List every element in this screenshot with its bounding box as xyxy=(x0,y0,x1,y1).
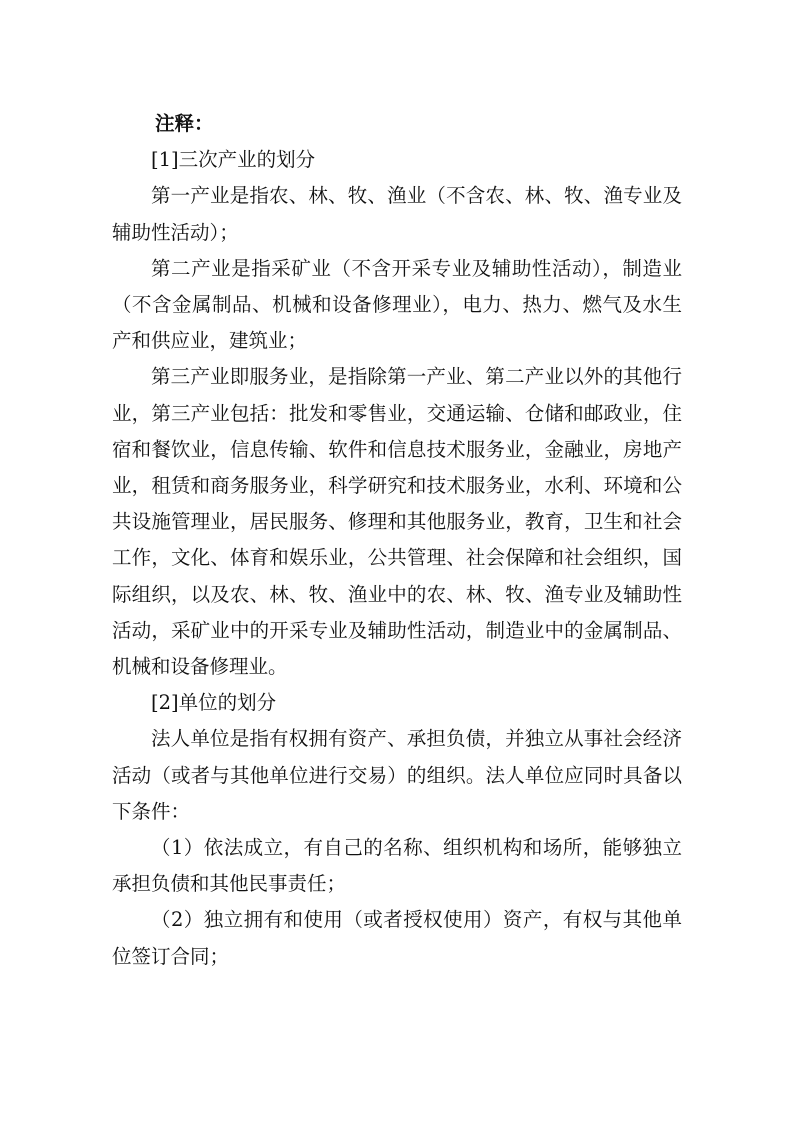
condition-2: （2）独立拥有和使用（或者授权使用）资产，有权与其他单位签订合同； xyxy=(112,908,682,968)
notes-body xyxy=(112,106,682,975)
notes-title: 注释： xyxy=(155,112,214,135)
paragraph-legal-unit: 法人单位是指有权拥有资产、承担负债，并独立从事社会经济活动（或者与其他单位进行交易）的组织。法人单位应同时具备以下条件： xyxy=(112,727,682,823)
condition-1: （1）依法成立，有自己的名称、组织机构和场所，能够独立承担负债和其他民事责任； xyxy=(112,836,682,896)
paragraph-secondary-industry: 第二产业是指采矿业（不含开采专业及辅助性活动），制造业（不含金属制品、机械和设备修理业），电力、热力、燃气及水生产和供应业，建筑业； xyxy=(112,256,682,353)
section-heading-industry: [1]三次产业的划分 xyxy=(151,148,316,172)
paragraph-tertiary-industry: 第三产业即服务业，是指除第一产业、第二产业以外的其他行业，第三产业包括：批发和零售业，交通运输、仓储和邮政业，住宿和餐饮业，信息传输、软件和信息技术服务业，金融业，房地产业，租赁和商务服务业，科学研究和技术服务业，水利、环境和公共设施管理业，居民服务、修理和其他服务业，教育，卫生和社会工作，文化、体育和娱乐业，公共管理、社会保障和社会组织，国际组织，以及农、林、牧、渔业中的农、林、牧、渔专业及辅助性活动，采矿业中的开采专业及辅助性活动，制造业中的金属制品、机械和设备修理业。 xyxy=(112,365,682,679)
paragraph-primary-industry: 第一产业是指农、林、牧、渔业（不含农、林、牧、渔专业及辅助性活动）； xyxy=(112,184,682,244)
section-heading-units: [2]单位的划分 xyxy=(151,691,277,715)
